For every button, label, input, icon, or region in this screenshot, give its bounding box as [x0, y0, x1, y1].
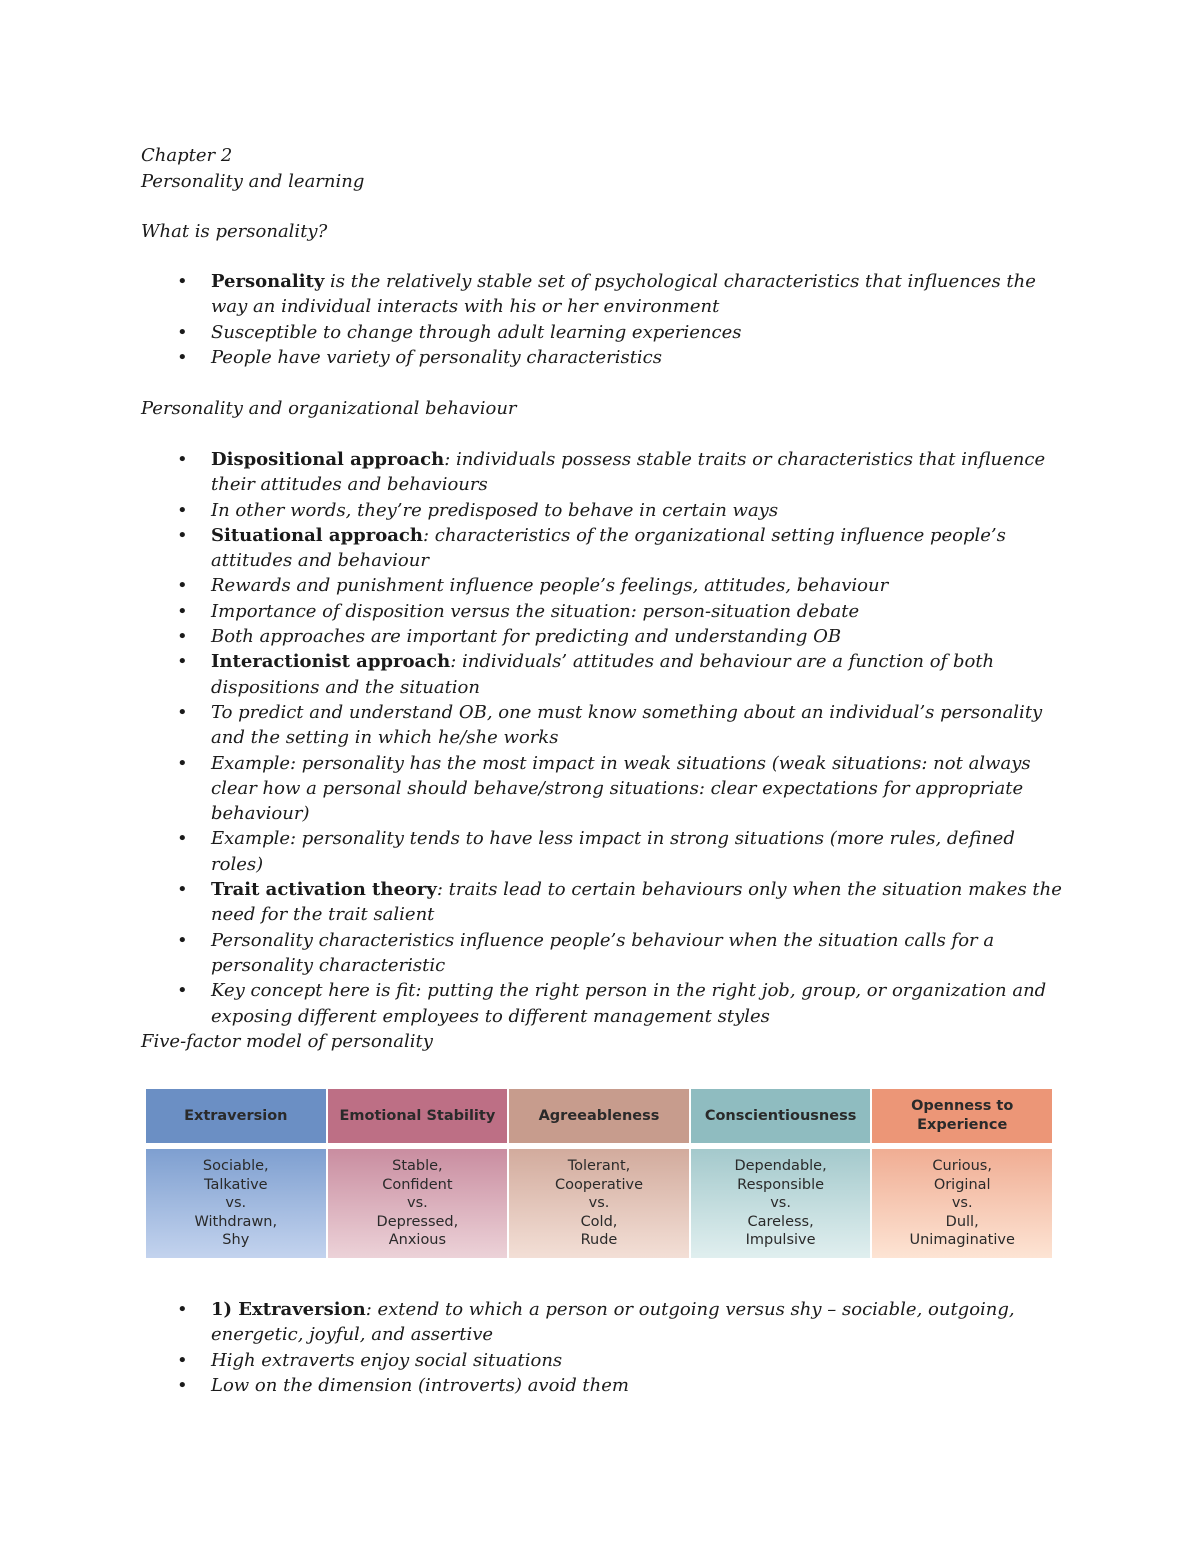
- bullet-icon: •: [177, 449, 188, 470]
- bullet-text: Rewards and punishment influence people’s feelings, attitudes, behaviour: [211, 575, 889, 597]
- factor-description-line: Careless,: [747, 1213, 814, 1230]
- bullet-text: In other words, they’re predisposed to behave in certain ways: [211, 499, 779, 521]
- bullet-text: Personality characteristics influence people’s behaviour when the situation calls for a personality characteristic: [211, 929, 995, 976]
- bullet-text: Both approaches are important for predicting and understanding OB: [211, 626, 842, 648]
- factor-header: Emotional Stability: [328, 1089, 508, 1143]
- bullet-text: Importance of disposition versus the situation: person-situation debate: [211, 600, 860, 622]
- bullet-icon: •: [177, 1299, 188, 1320]
- bullet-text: is the relatively stable set of psychological characteristics that influences the way an individual interacts with his or her environment: [211, 271, 1036, 318]
- bullet-text: : characteristics of the organizational setting influence people’s attitudes and behaviour: [211, 524, 1006, 572]
- list-item: [177, 978, 1071, 1029]
- bullet-icon: •: [177, 651, 188, 673]
- list-item: [177, 573, 1071, 598]
- factor-description-line: vs.: [951, 1195, 973, 1212]
- factor-description-line: Original: [933, 1176, 991, 1193]
- bullet-text: : extend to which a person or outgoing versus shy – sociable, outgoing, energetic, joyful, and assertive: [211, 1299, 1015, 1346]
- bullet-term: Trait activation theory: [211, 879, 437, 901]
- list-item: [177, 269, 1071, 320]
- list-item: [177, 649, 1071, 700]
- factor-description-line: Curious,: [932, 1158, 992, 1175]
- bullet-text: Example: personality has the most impact in weak situations (weak situations: not always clear how a personal should behave/strong situations: clear expectations for appropriate behaviour): [211, 752, 1031, 825]
- factor-header: Extraversion: [146, 1089, 326, 1143]
- factor-description-line: Depressed,: [376, 1213, 459, 1230]
- factor-description: [328, 1149, 508, 1258]
- list-item: [177, 826, 1071, 877]
- bullet-text: Key concept here is fit: putting the right person in the right job, group, or organization and exposing different employees to different management styles: [211, 980, 1047, 1027]
- factor-description-line: Stable,: [392, 1158, 443, 1175]
- factor-description-line: Impulsive: [745, 1232, 816, 1249]
- list-item: [177, 1373, 1071, 1398]
- factor-header: Agreeableness: [509, 1089, 689, 1143]
- factor-description-line: Anxious: [388, 1232, 447, 1249]
- bullet-term: Personality: [211, 271, 325, 292]
- bullet-text: : traits lead to certain behaviours only when the situation makes the need for the trait salient: [211, 879, 1062, 926]
- bullet-icon: •: [177, 701, 188, 723]
- bullet-text: Example: personality tends to have less impact in strong situations (more rules, defined roles): [211, 828, 1015, 875]
- list-item: [177, 320, 1071, 345]
- factor-description-line: vs.: [225, 1195, 247, 1212]
- bullet-icon: •: [177, 828, 188, 850]
- bullet-icon: •: [177, 626, 188, 648]
- five-factor-model-table: [146, 1089, 1052, 1258]
- factor-header: Openness to Experience: [872, 1089, 1052, 1143]
- factor-description-line: Dependable,: [734, 1158, 827, 1175]
- factor-description: [872, 1149, 1052, 1258]
- bullet-icon: •: [177, 499, 188, 521]
- list-item: [177, 523, 1071, 574]
- list-item: [177, 498, 1071, 523]
- personality-bullet-list: [0, 269, 1036, 370]
- factor-description-line: Withdrawn,: [194, 1213, 278, 1230]
- list-item: [177, 928, 1071, 979]
- bullet-term: Interactionist approach: [211, 651, 451, 673]
- bullet-icon: •: [177, 346, 188, 368]
- bullet-term: Dispositional approach: [211, 449, 445, 470]
- chapter-label: Chapter 2: [141, 145, 233, 166]
- list-item: [177, 624, 1071, 649]
- bullet-icon: •: [177, 321, 188, 343]
- bullet-icon: •: [177, 752, 188, 774]
- factor-description-line: vs.: [588, 1195, 610, 1212]
- bullet-text: Low on the dimension (introverts) avoid them: [211, 1374, 629, 1396]
- chapter-title: Personality and learning: [141, 171, 365, 192]
- factor-description: [509, 1149, 689, 1258]
- factor-description-line: Responsible: [737, 1176, 825, 1193]
- bullet-icon: •: [177, 879, 188, 901]
- section-title-five-factor: Five-factor model of personality: [141, 1031, 433, 1052]
- factor-description-line: Sociable,: [202, 1158, 269, 1175]
- factor-description-line: Rude: [580, 1232, 618, 1249]
- bullet-icon: •: [177, 980, 188, 1002]
- factor-description-line: Shy: [222, 1232, 250, 1249]
- list-item: [177, 599, 1071, 624]
- factor-description-line: vs.: [770, 1195, 791, 1212]
- bullet-text: High extraverts enjoy social situations: [211, 1349, 563, 1371]
- extraversion-bullet-list: [0, 1297, 1015, 1398]
- factor-description-line: Tolerant,: [567, 1158, 631, 1175]
- factor-description-line: vs.: [407, 1195, 428, 1212]
- bullet-text: : individuals’ attitudes and behaviour are a function of both dispositions and the situation: [211, 651, 995, 698]
- list-item: [177, 345, 1071, 370]
- list-item: [177, 447, 1071, 498]
- bullet-text: People have variety of personality characteristics: [211, 346, 663, 368]
- organizational-behaviour-bullet-list: [0, 447, 1062, 1029]
- list-item: [177, 1348, 1071, 1373]
- bullet-icon: •: [177, 271, 188, 292]
- list-item: [177, 751, 1071, 827]
- bullet-icon: •: [177, 575, 188, 597]
- bullet-term: Situational approach: [211, 524, 423, 546]
- bullet-icon: •: [177, 524, 188, 546]
- factor-description-line: Confident: [382, 1176, 453, 1193]
- list-item: [177, 877, 1071, 928]
- bullet-icon: •: [177, 929, 188, 951]
- factor-description-line: Cooperative: [554, 1176, 644, 1193]
- bullet-text: Susceptible to change through adult learning experiences: [211, 321, 742, 343]
- factor-description-line: Cold,: [580, 1213, 618, 1230]
- factor-description-line: Dull,: [945, 1213, 979, 1230]
- section-question: What is personality?: [141, 221, 328, 242]
- bullet-icon: •: [177, 1349, 188, 1371]
- list-item: [177, 700, 1071, 751]
- section-title-organizational-behaviour: Personality and organizational behaviour: [141, 398, 517, 419]
- bullet-icon: •: [177, 1374, 188, 1396]
- factor-description-line: Unimaginative: [909, 1232, 1015, 1249]
- bullet-text: : individuals possess stable traits or characteristics that influence their attitudes and behaviours: [211, 449, 1046, 496]
- bullet-text: To predict and understand OB, one must know something about an individual’s personality and the setting in which he/she works: [211, 701, 1043, 749]
- factor-description: [146, 1149, 326, 1258]
- bullet-term: 1) Extraversion: [211, 1299, 366, 1320]
- factor-header: Conscientiousness: [691, 1089, 871, 1143]
- factor-description: [691, 1149, 871, 1258]
- factor-description-line: Talkative: [203, 1176, 268, 1193]
- list-item: [177, 1297, 1071, 1348]
- bullet-icon: •: [177, 600, 188, 622]
